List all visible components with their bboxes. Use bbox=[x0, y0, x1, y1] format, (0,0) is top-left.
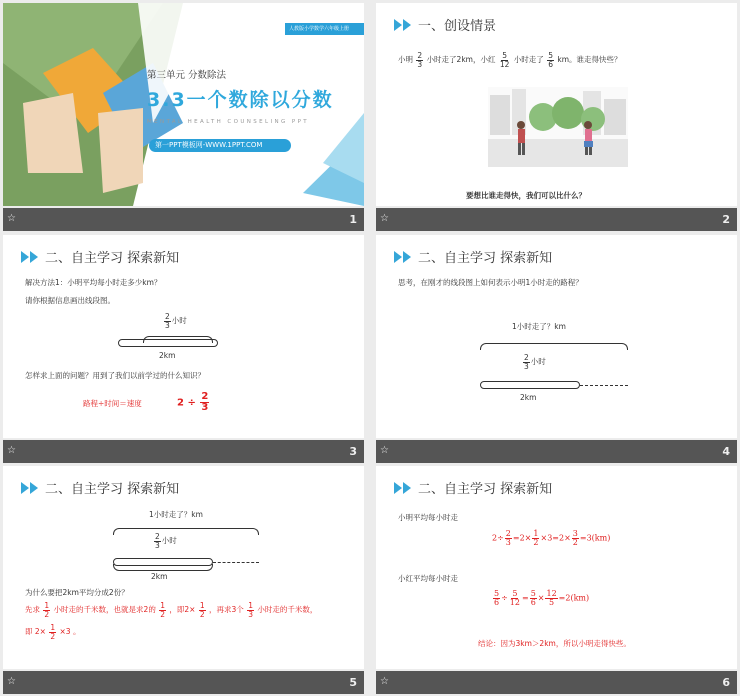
chevron-right-icon bbox=[21, 482, 39, 494]
section-header bbox=[394, 478, 552, 497]
formula-text: 路程÷时间＝速度 bbox=[83, 399, 142, 408]
slide-canvas bbox=[3, 235, 364, 438]
think-text: 思考，在刚才的线段图上如何表示小明1小时走的路程？ bbox=[398, 278, 583, 287]
guiding-question: 要想比谁走得快，我们可以比什么？ bbox=[466, 191, 586, 200]
conclusion-text: 结论：因为3km＞2km，所以小明走得快些。 bbox=[478, 639, 631, 648]
slide-number: 6 bbox=[722, 676, 730, 689]
question-text: 怎样求上面的问题？用到了我们以前学过的什么知识？ bbox=[25, 371, 205, 380]
chevron-right-icon bbox=[394, 251, 412, 263]
section-header bbox=[394, 15, 496, 34]
star-icon[interactable]: ☆ bbox=[380, 213, 389, 224]
xiaohong-equation: $\frac{5}{6}$ ÷ $\frac{5}{12}$ = $\frac{5}{6}$ × $\frac{12}{5}$ =2(km) bbox=[494, 589, 590, 607]
slide-number: 4 bbox=[722, 445, 730, 458]
xiaohong-label: 小红平均每小时走 bbox=[398, 574, 458, 583]
top-label: 1小时走了？km bbox=[149, 510, 203, 519]
slide-footer bbox=[376, 671, 737, 694]
chevron-right-icon bbox=[394, 482, 412, 494]
fraction-label: $\frac{2}{3}$ 小时 bbox=[165, 312, 187, 330]
section-title: 二、自主学习 探索新知 bbox=[418, 482, 553, 497]
slide-number: 5 bbox=[349, 676, 357, 689]
distance-label: 2km bbox=[520, 393, 537, 402]
dashed-extension bbox=[213, 562, 259, 563]
slide-footer bbox=[376, 208, 737, 231]
cover-subtitle: MENTAL HEALTH COUNSELING PPT bbox=[147, 119, 310, 125]
section-title: 一、创设情景 bbox=[418, 19, 497, 34]
star-icon[interactable]: ☆ bbox=[380, 676, 389, 687]
section-header bbox=[21, 478, 179, 497]
section-header bbox=[394, 247, 552, 266]
slide-canvas bbox=[376, 466, 737, 669]
star-icon[interactable]: ☆ bbox=[380, 445, 389, 456]
question-text: 为什么要把2km平均分成2份？ bbox=[25, 588, 129, 597]
slide-footer bbox=[3, 208, 364, 231]
xiaoming-equation: 2÷ $\frac{2}{3}$ =2× $\frac{1}{2}$ ×3=2× $\frac{3}{2}$ =3(km) bbox=[492, 529, 611, 547]
slide-footer bbox=[376, 440, 737, 463]
question-text: 小明 $\frac{2}{3}$ 小时走了2km，小红 $\frac{5}{12}$ 小时走了 $\frac{5}{6}$ km。谁走得快些？ bbox=[398, 51, 622, 69]
section-title: 二、自主学习 探索新知 bbox=[45, 482, 180, 497]
instruction-text: 请你根据信息画出线段图。 bbox=[25, 296, 115, 305]
chevron-right-icon bbox=[394, 19, 412, 31]
slide-number: 1 bbox=[349, 213, 357, 226]
section-title: 二、自主学习 探索新知 bbox=[418, 251, 553, 266]
slide-canvas bbox=[3, 3, 364, 206]
method-text: 解决方法1：小明平均每小时走多少km？ bbox=[25, 278, 162, 287]
slide-number: 2 bbox=[722, 213, 730, 226]
star-icon[interactable]: ☆ bbox=[7, 213, 16, 224]
explanation-line-1: 先求 $\frac{1}{2}$ 小时走的千米数，也就是求2的 $\frac{1}{2}$ ，即2× $\frac{1}{2}$ ，再求3个 $\frac{1}{3}$ 小时走的千米数， bbox=[25, 601, 318, 619]
line-brace-bottom bbox=[113, 564, 213, 571]
fraction-label: $\frac{2}{3}$ 小时 bbox=[524, 353, 546, 371]
top-label: 1小时走了？km bbox=[512, 322, 566, 331]
slide-canvas bbox=[376, 235, 737, 438]
slide-canvas bbox=[3, 466, 364, 669]
line-brace bbox=[480, 343, 628, 350]
slide-number: 3 bbox=[349, 445, 357, 458]
line-segment bbox=[118, 339, 218, 347]
children-walking-illustration bbox=[488, 87, 628, 167]
cover-title: 3.3一个数除以分数 bbox=[147, 89, 334, 111]
fraction-label: $\frac{2}{3}$ 小时 bbox=[155, 532, 177, 550]
slide-footer bbox=[3, 671, 364, 694]
section-header bbox=[21, 247, 179, 266]
line-brace bbox=[113, 528, 259, 535]
slide-footer bbox=[3, 440, 364, 463]
chevron-right-icon bbox=[21, 251, 39, 263]
grade-tag: 人教版小学数学六年级上册 bbox=[285, 23, 364, 35]
expression: 2 ÷ $\frac{2}{3}$ bbox=[177, 391, 209, 413]
xiaoming-label: 小明平均每小时走 bbox=[398, 513, 458, 522]
distance-label: 2km bbox=[151, 572, 168, 581]
distance-label: 2km bbox=[159, 351, 176, 360]
star-icon[interactable]: ☆ bbox=[7, 445, 16, 456]
line-segment bbox=[480, 381, 580, 389]
star-icon[interactable]: ☆ bbox=[7, 676, 16, 687]
explanation-line-2: 即 2× $\frac{1}{2}$ ×3 。 bbox=[25, 623, 81, 641]
section-title: 二、自主学习 探索新知 bbox=[45, 251, 180, 266]
site-banner: 第一PPT模板网-WWW.1PPT.COM bbox=[149, 139, 291, 152]
dashed-extension bbox=[580, 385, 628, 386]
unit-label: 第三单元 分数除法 bbox=[147, 70, 227, 81]
slide-canvas bbox=[376, 3, 737, 206]
